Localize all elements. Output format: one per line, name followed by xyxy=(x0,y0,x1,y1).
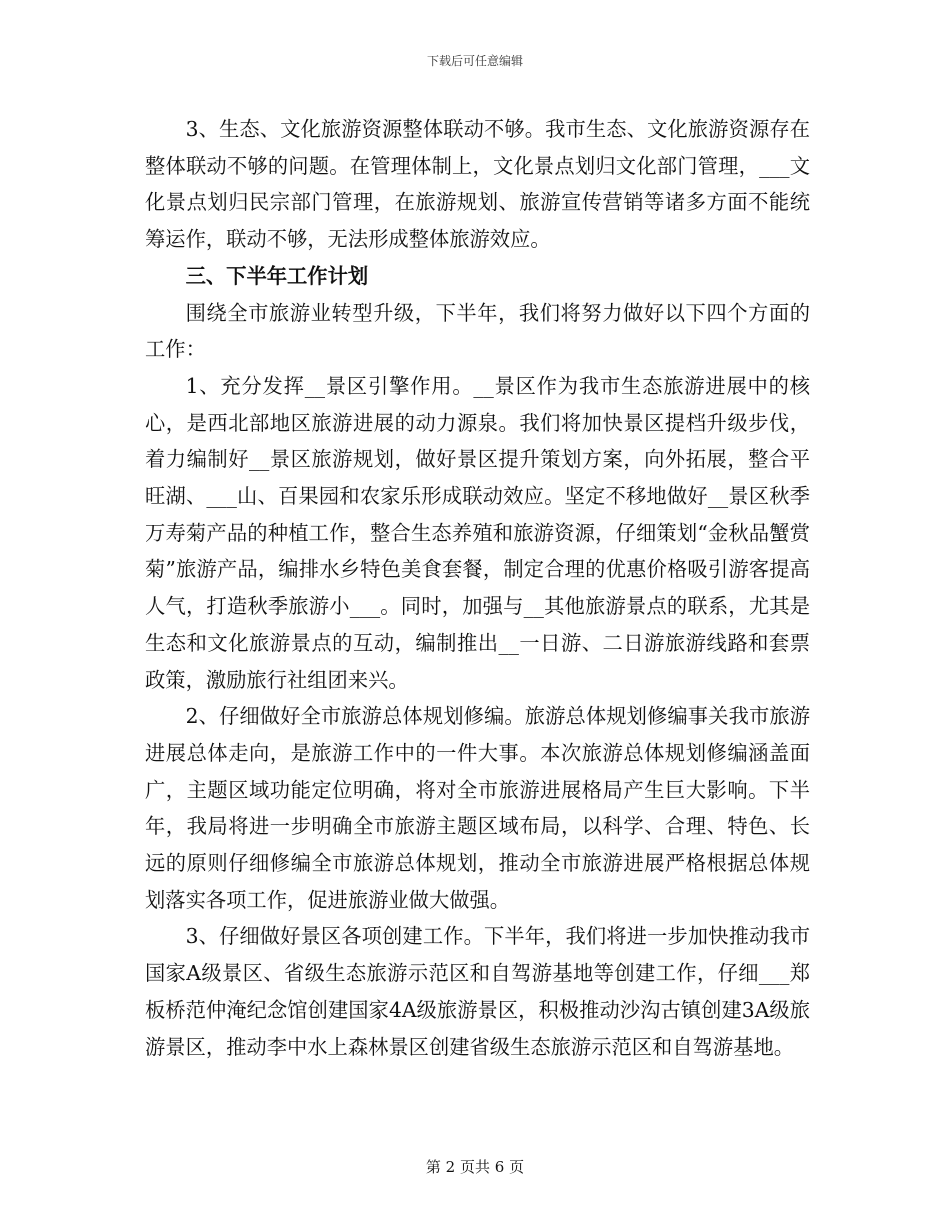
document-body xyxy=(145,111,810,1065)
section-heading-plan: 三、下半年工作计划 xyxy=(185,263,369,288)
paragraph-plan-intro: 围绕全市旅游业转型升级，下半年，我们将努力做好以下四个方面的工作： xyxy=(145,300,810,362)
paragraph-plan-item-3: 3、仔细做好景区各项创建工作。下半年，我们将进一步加快推动我市国家A级景区、省级生态旅游示范区和自驾游基地等创建工作，仔细___郑板桥范仲淹纪念馆创建国家4A级旅游景区，积极推动沙沟古镇创建3A级旅游景区，推动李中水上森林景区创建省级生态旅游示范区和自驾游基地。 xyxy=(145,924,810,1059)
paragraph-plan-item-2: 2、仔细做好全市旅游总体规划修编。旅游总体规划修编事关我市旅游进展总体走向，是旅游工作中的一件大事。本次旅游总体规划修编涵盖面广，主题区域功能定位明确，将对全市旅游进展格局产生巨大影响。下半年，我局将进一步明确全市旅游主题区域布局，以科学、合理、特色、长远的原则仔细修编全市旅游总体规划，推动全市旅游进展严格根据总体规划落实各项工作，促进旅游业做大做强。 xyxy=(145,704,810,912)
page-number: 第 2 页共 6 页 xyxy=(425,1158,525,1176)
page-header: 下载后可任意编辑 xyxy=(426,54,523,68)
paragraph-resource-linkage: 3、生态、文化旅游资源整体联动不够。我市生态、文化旅游资源存在整体联动不够的问题。在管理体制上，文化景点划归文化部门管理，___文化景点划归民宗部门管理，在旅游规划、旅游宣传营销等诸多方面不能统筹运作，联动不够，无法形成整体旅游效应。 xyxy=(145,117,810,252)
paragraph-plan-item-1: 1、充分发挥__景区引擎作用。__景区作为我市生态旅游进展中的核心，是西北部地区旅游进展的动力源泉。我们将加快景区提档升级步伐，着力编制好__景区旅游规划，做好景区提升策划方案，向外拓展，整合平旺湖、___山、百果园和农家乐形成联动效应。坚定不移地做好__景区秋季万寿菊产品的种植工作，整合生态养殖和旅游资源，仔细策划“金秋品蟹赏菊”旅游产品，编排水乡特色美食套餐，制定合理的优惠价格吸引游客提高人气，打造秋季旅游小___。同时，加强与__其他旅游景点的联系，尤其是生态和文化旅游景点的互动，编制推出__一日游、二日游旅游线路和套票政策，激励旅行社组团来兴。 xyxy=(145,373,810,692)
